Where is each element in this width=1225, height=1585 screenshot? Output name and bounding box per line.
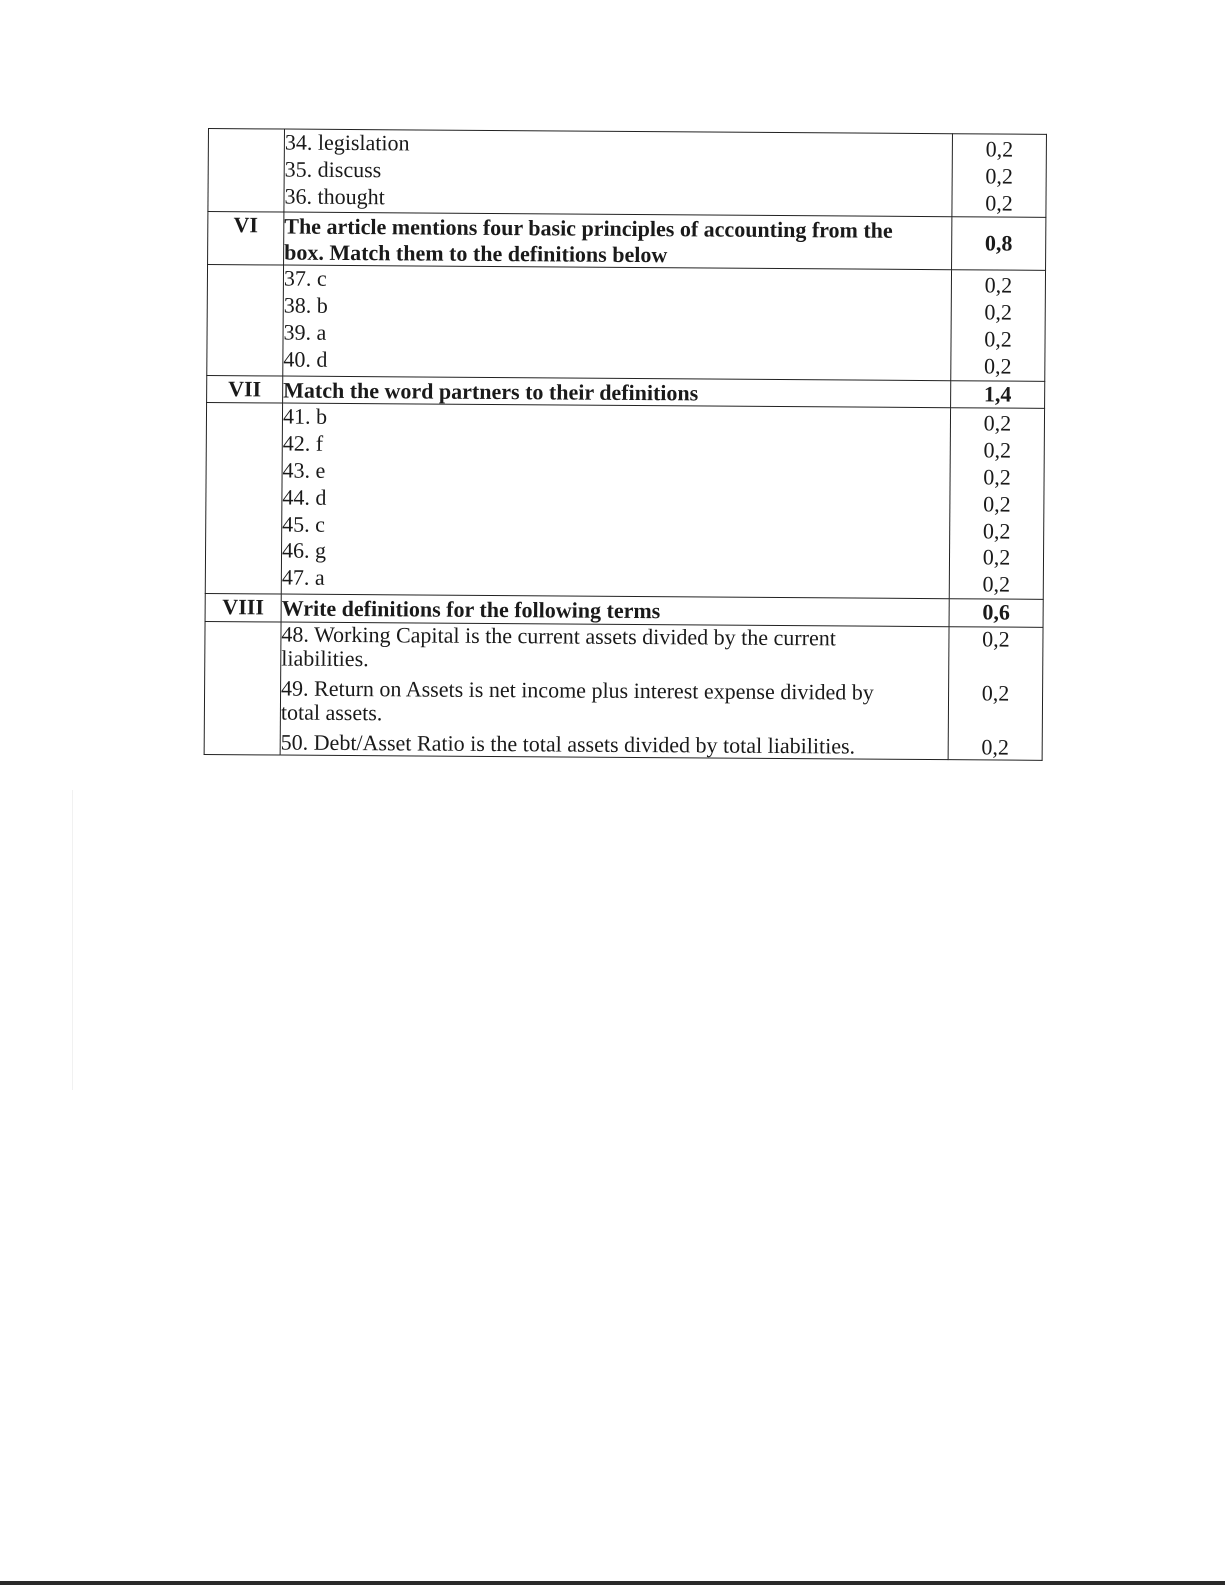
answer-item: 40. d <box>283 346 328 372</box>
score-value: 0,2 <box>982 626 1010 652</box>
score-value: 0,2 <box>981 680 1010 706</box>
score-value: 0,2 <box>984 326 1012 352</box>
score-value: 0,2 <box>985 190 1013 216</box>
answer-item: 41. b <box>282 403 328 430</box>
answer-item: 43. e <box>282 457 326 483</box>
answer-item: 37. c <box>283 265 327 292</box>
section-score: 0,6 <box>982 599 1010 625</box>
score-cell <box>952 134 1047 218</box>
section-cell <box>207 265 284 376</box>
answer-item: 46. g <box>281 537 327 564</box>
score-value: 0,2 <box>983 491 1011 517</box>
answer-row-34-36 <box>208 129 1047 218</box>
answer-item: 44. d <box>282 484 327 510</box>
answer-item: 47. a <box>281 564 325 590</box>
section-score: 0,8 <box>984 230 1013 256</box>
answer-item: 34. legislation <box>284 129 410 156</box>
answer-row-48-50 <box>204 621 1043 760</box>
heading-line: The article mentions four basic principles of accounting from the <box>284 213 893 244</box>
definition-line: 50. Debt/Asset Ratio is the total assets divided by total liabilities. <box>280 729 856 759</box>
definitions-cell <box>280 622 949 760</box>
definition-line: liabilities. <box>281 645 369 671</box>
definition-score <box>949 681 1042 730</box>
answer-key-table <box>204 128 1047 761</box>
heading-line: Write definitions for the following terms <box>281 595 661 624</box>
score-value: 0,2 <box>984 299 1013 325</box>
answer-item: 38. b <box>283 292 328 319</box>
score-value: 0,2 <box>982 544 1011 570</box>
score-value: 0,2 <box>985 136 1014 162</box>
score-cell <box>951 270 1046 381</box>
score-value: 0,2 <box>984 353 1012 379</box>
section-score-cell <box>949 599 1043 627</box>
section-number: VI <box>208 212 284 266</box>
answers-cell <box>281 403 950 598</box>
score-value: 0,2 <box>985 163 1014 189</box>
answer-item: 42. f <box>282 430 324 456</box>
score-cell <box>949 408 1044 599</box>
answer-item: 35. discuss <box>284 156 382 183</box>
page-scan-edge <box>72 790 73 1090</box>
score-value: 0,2 <box>983 410 1012 436</box>
section-heading-row-vi <box>208 212 1046 271</box>
answers-cell <box>283 265 952 380</box>
definition-score <box>949 735 1042 760</box>
section-heading <box>284 212 952 270</box>
section-score-cell <box>951 380 1045 408</box>
answer-row-41-47 <box>205 403 1044 599</box>
heading-line: Match the word partners to their definitions <box>283 377 699 406</box>
section-cell <box>204 621 281 755</box>
section-number: VII <box>207 375 283 403</box>
section-score-cell <box>952 217 1046 271</box>
score-value: 0,2 <box>982 571 1011 597</box>
definition-line: 49. Return on Assets is net income plus interest expense divided by <box>281 675 874 705</box>
score-value: 0,2 <box>981 734 1010 760</box>
answer-item: 39. a <box>283 319 327 345</box>
definition-line: 48. Working Capital is the current assets divided by the current <box>281 621 836 651</box>
definition-line: total assets. <box>280 699 383 725</box>
answer-item: 36. thought <box>284 183 385 209</box>
score-value: 0,2 <box>982 517 1011 544</box>
definition-item <box>281 730 948 759</box>
definition-score <box>949 627 1042 676</box>
section-cell <box>208 129 285 213</box>
section-number: VIII <box>205 593 281 621</box>
score-cell <box>948 626 1043 760</box>
definition-item <box>281 676 948 729</box>
section-score: 1,4 <box>983 381 1012 407</box>
answer-item: 45. c <box>282 511 326 537</box>
score-value: 0,2 <box>983 464 1011 490</box>
heading-line: box. Match them to the definitions below <box>284 239 668 268</box>
score-value: 0,2 <box>983 437 1012 463</box>
page-bottom-edge <box>0 1581 1225 1585</box>
score-value: 0,2 <box>984 272 1013 299</box>
section-cell <box>205 403 282 594</box>
answers-cell <box>284 129 953 217</box>
answer-row-37-40 <box>207 265 1046 381</box>
definition-item <box>281 622 948 675</box>
